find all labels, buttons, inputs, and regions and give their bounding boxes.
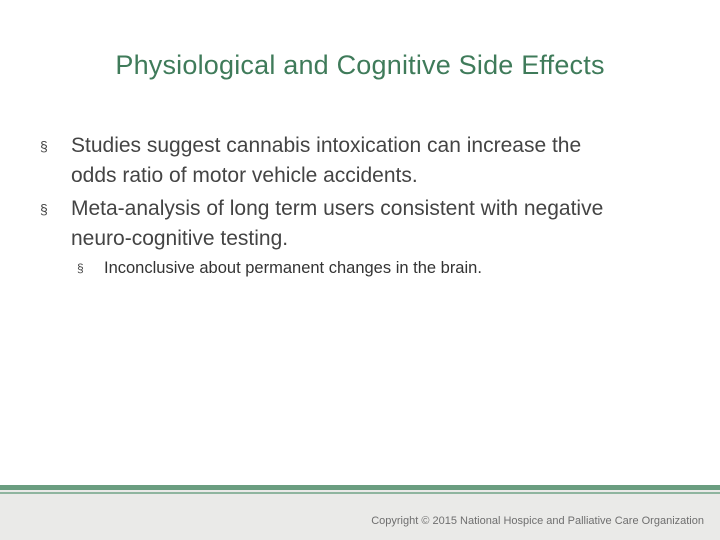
bullet-text-line: Meta-analysis of long term users consistent with negative [71,197,604,220]
sub-bullet-item [40,257,700,279]
bullet-text-line: neuro-cognitive testing. [71,227,289,250]
bullet-marker-icon: § [40,138,48,154]
bullet-item [40,131,700,191]
copyright-text: Copyright © 2015 National Hospice and Palliative Care Organization [371,515,704,527]
bullet-list [40,131,700,279]
sub-bullet-marker-icon: § [77,261,84,275]
bullet-text-line: Studies suggest cannabis intoxication can increase the [71,134,582,157]
footer-divider-thin [0,492,720,494]
sub-bullet-text: Inconclusive about permanent changes in the brain. [104,259,482,277]
bullet-text-line: odds ratio of motor vehicle accidents. [71,164,418,187]
bullet-marker-icon: § [40,201,48,217]
slide-title: Physiological and Cognitive Side Effects [115,50,605,80]
bullet-item [40,194,700,254]
footer-divider-thick [0,485,720,490]
